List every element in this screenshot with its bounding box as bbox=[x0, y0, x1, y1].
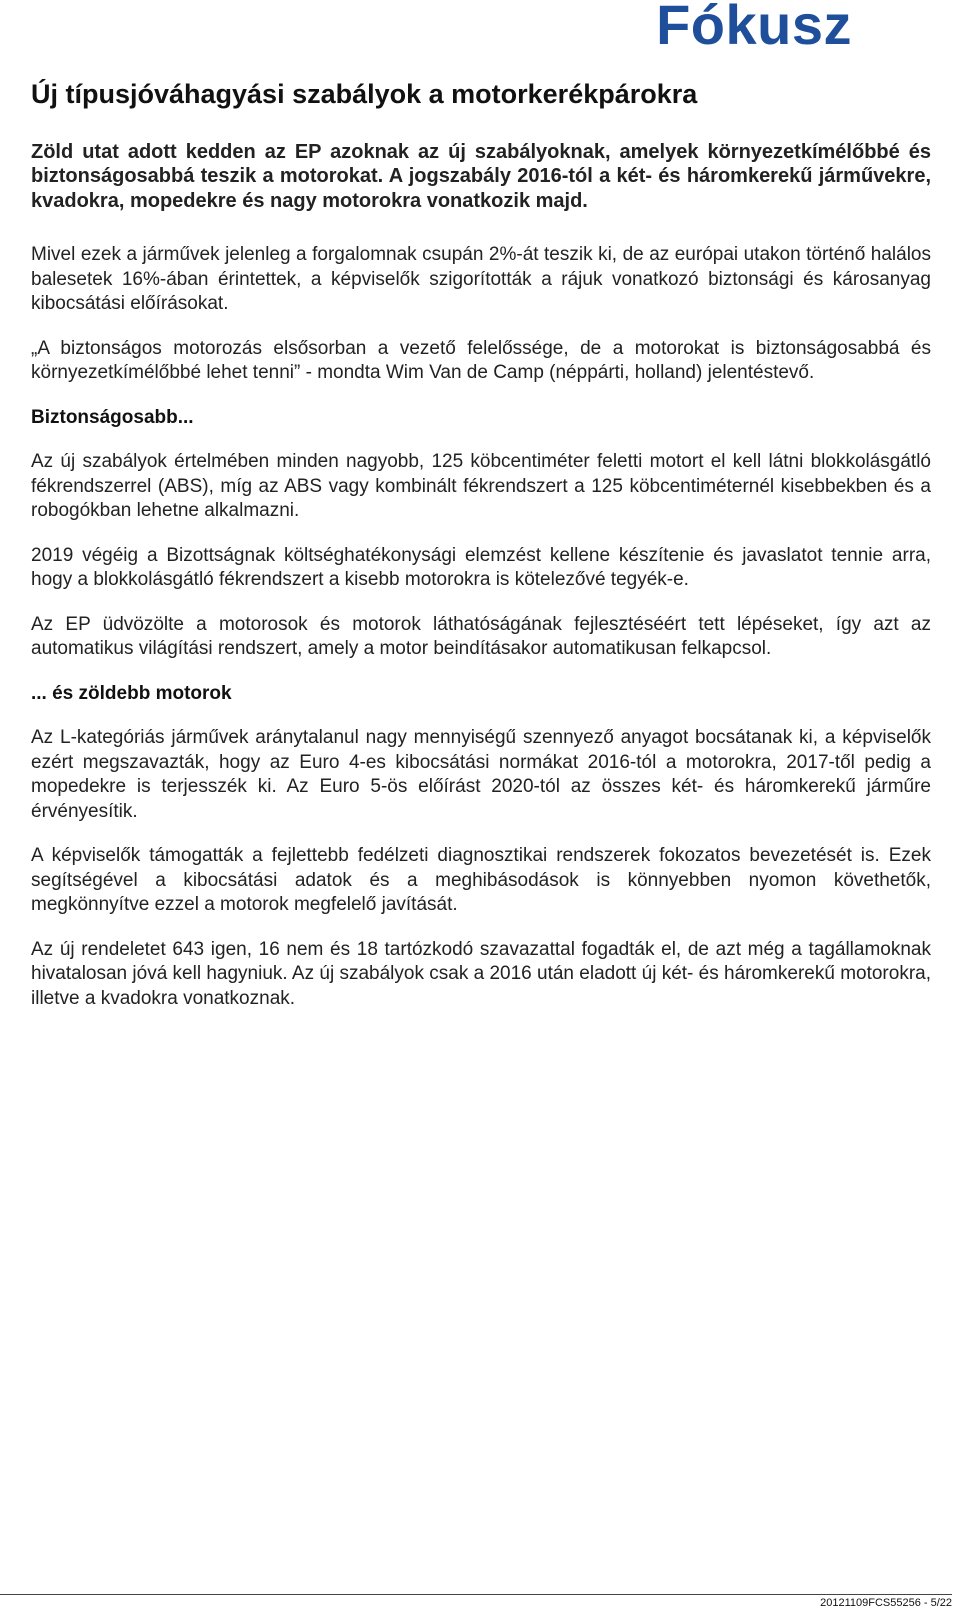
brand-title: Fókusz bbox=[656, 0, 852, 56]
paragraph-7: A képviselők támogatták a fejlettebb fedélzeti diagnosztikai rendszerek fokozatos bevezetését is. Ezek segítségével a kibocsátási adatok és a meghibásodások is könnyebben nyomon követhetők, megkönnyítve ezzel a motorok megfelelő javítását. bbox=[31, 845, 931, 916]
article-lead: Zöld utat adott kedden az EP azoknak az új szabályoknak, amelyek környezetkímélőbbé és biztonságosabbá teszik a motorokat. A jogszabály 2016-tól a két- és háromkerekű járművekre, kvadokra, mopedekre és nagy motorokra vonatkozik majd. bbox=[31, 140, 931, 212]
paragraph-1: Mivel ezek a járművek jelenleg a forgalomnak csupán 2%-át teszik ki, de az európai utakon történő halálos balesetek 16%-ában érintettek, a képviselők szigorították a rájuk vonatkozó biztonsági és károsanyag kibocsátási előírásokat. bbox=[31, 244, 931, 315]
paragraph-5: Az EP üdvözölte a motorosok és motorok láthatóságának fejlesztéséért tett lépéseket, így azt az automatikus világítási rendszert, amely a motor beindításakor automatikusan felkapcsol. bbox=[31, 613, 931, 660]
footer-reference: 20121109FCS55256 - 5/22 bbox=[820, 1597, 952, 1609]
section-heading-greener: ... és zöldebb motorok bbox=[31, 682, 232, 704]
article bbox=[31, 78, 931, 1031]
paragraph-3: Az új szabályok értelmében minden nagyobb, 125 köbcentiméter feletti motort el kell látni blokkolásgátló fékrendszerrel (ABS), míg az ABS vagy kombinált fékrendszert a 125 köbcentiméternél kisebbekben és a robogókban lehetne alkalmazni. bbox=[31, 451, 931, 522]
footer-divider bbox=[0, 1594, 952, 1595]
paragraph-8: Az új rendeletet 643 igen, 16 nem és 18 tartózkodó szavazattal fogadták el, de azt még a tagállamoknak hivatalosan jóvá kell hagyniuk. Az új szabályok csak a 2016 után eladott új két- és háromkerekű motorokra, illetve a kvadokra vonatkoznak. bbox=[31, 938, 931, 1009]
paragraph-4: 2019 végéig a Bizottságnak költséghatékonysági elemzést kellene készítenie és javaslatot tennie arra, hogy a blokkolásgátló fékrendszert a kisebb motorokra is kötelezővé tegyék-e. bbox=[31, 544, 931, 591]
section-heading-safety: Biztonságosabb... bbox=[31, 406, 194, 428]
paragraph-quote: „A biztonságos motorozás elsősorban a vezető felelőssége, de a motorokat is biztonságosabbá és környezetkímélőbbé lehet tenni” - mondta Wim Van de Camp (néppárti, holland) jelentéstevő. bbox=[31, 337, 931, 384]
paragraph-6: Az L-kategóriás járművek aránytalanul nagy mennyiségű szennyező anyagot bocsátanak ki, a képviselők ezért megszavazták, hogy az Euro 4-es kibocsátási normákat 2016-tól a motorokra, 2017-től pedig a mopedekre is terjesszék ki. Az Euro 5-ös előírást 2020-tól az összes két- és háromkerekű járműre érvényesítik. bbox=[31, 727, 931, 822]
article-title: Új típusjóváhagyási szabályok a motorkerékpárokra bbox=[31, 79, 698, 109]
